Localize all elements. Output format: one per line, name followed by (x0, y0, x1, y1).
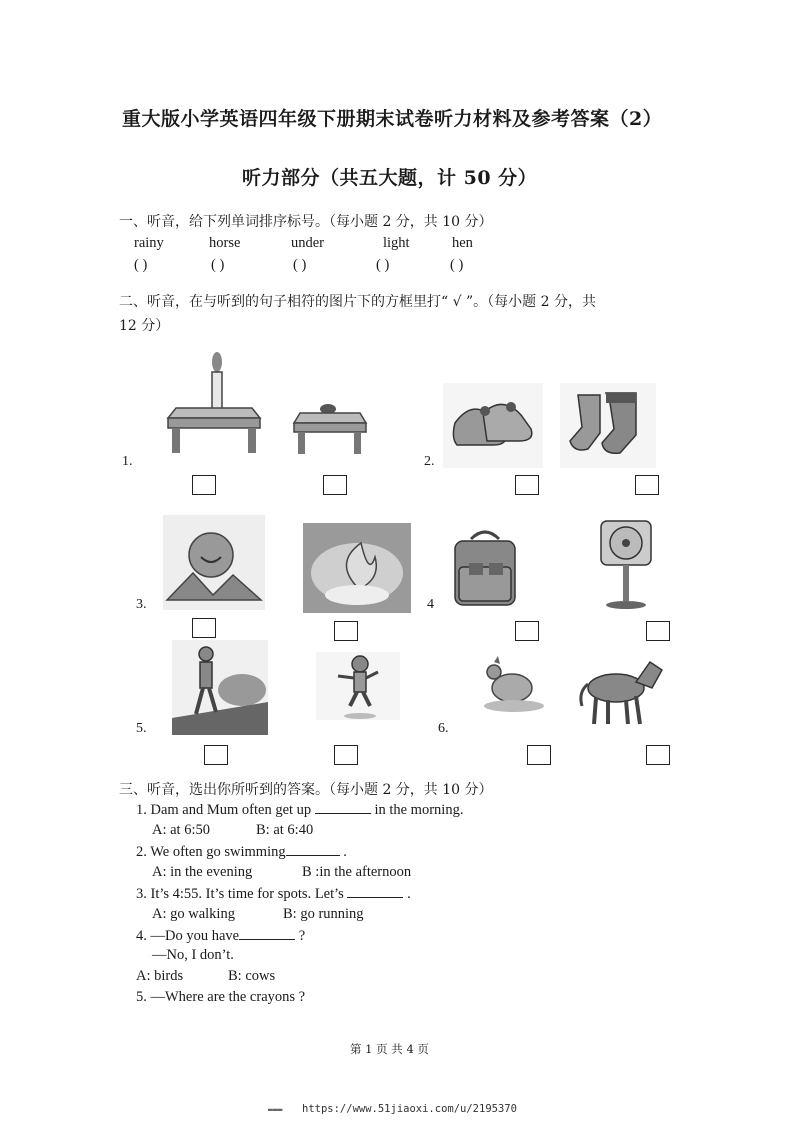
checkbox-4b[interactable] (646, 621, 670, 641)
checkbox-3a[interactable] (192, 618, 216, 638)
question-1 (136, 801, 463, 819)
question-4-option-a[interactable]: A: birds (136, 968, 184, 984)
question-3-tail: . (407, 886, 411, 902)
moon-in-clouds-image (303, 523, 411, 613)
item-number-3: 3. (136, 597, 147, 612)
question-4-tail: ? (298, 928, 306, 944)
word-hen: hen (452, 235, 473, 251)
question-1-blank[interactable] (315, 801, 371, 814)
section1-heading: 一、听音，给下列单词排序标号。（每小题 2 分，共 10 分） (119, 214, 493, 230)
item-number-2: 2. (424, 454, 435, 469)
question-1-text: 1. Dam and Mum often get up (136, 802, 312, 818)
candle-on-table-image (160, 350, 270, 465)
checkbox-1b[interactable] (323, 475, 347, 495)
hen-image (472, 652, 554, 714)
section3-heading: 三、听音，选出你所听到的答案。（每小题 2 分，共 10 分） (119, 782, 493, 798)
electric-fan-image (583, 517, 667, 611)
question-1-option-a[interactable]: A: at 6:50 (152, 822, 210, 838)
question-1-tail: in the morning. (374, 802, 464, 818)
question-3-option-b[interactable]: B: go running (283, 906, 364, 922)
section-subtitle: 听力部分（共五大题，计 50 分） (242, 167, 538, 189)
item-number-4: 4 (427, 597, 434, 612)
boy-jumping-image (316, 652, 400, 720)
candy-on-table-image (290, 395, 370, 465)
answer-paren-4[interactable]: ( ) (376, 257, 390, 273)
checkbox-4a[interactable] (515, 621, 539, 641)
word-under: under (291, 235, 325, 251)
question-2-tail: . (343, 844, 347, 860)
answer-paren-5[interactable]: ( ) (450, 257, 464, 273)
checkbox-6a[interactable] (527, 745, 551, 765)
section2-heading-line1: 二、听音，在与听到的句子相符的图片下的方框里打“ √ ”。（每小题 2 分，共 (119, 294, 596, 310)
man-walking-on-hill-image (172, 640, 268, 735)
question-3-blank[interactable] (347, 885, 403, 898)
question-2-text: 2. We often go swimming (136, 844, 286, 860)
question-2-option-a[interactable]: A: in the evening (152, 864, 253, 880)
item-number-5: 5. (136, 721, 147, 736)
question-2-option-b[interactable]: B :in the afternoon (302, 864, 412, 880)
question-5: 5. —Where are the crayons ? (136, 989, 306, 1005)
checkbox-6b[interactable] (646, 745, 670, 765)
watermark-url[interactable]: https://www.51jiaoxi.com/u/2195370 (302, 1103, 517, 1115)
checkbox-5b[interactable] (334, 745, 358, 765)
question-3 (136, 885, 411, 903)
question-3-option-a[interactable]: A: go walking (152, 906, 235, 922)
question-4-blank[interactable] (239, 927, 295, 940)
shoes-image (443, 383, 543, 468)
question-4-text: 4. —Do you have (136, 928, 240, 944)
socks-image (560, 383, 656, 468)
logo-icon: ▬▬▬ (268, 1105, 283, 1114)
checkbox-2a[interactable] (515, 475, 539, 495)
answer-paren-3[interactable]: ( ) (293, 257, 307, 273)
word-light: light (383, 235, 410, 251)
item-number-1: 1. (122, 454, 133, 469)
question-1-option-b[interactable]: B: at 6:40 (256, 822, 314, 838)
question-4-option-b[interactable]: B: cows (228, 968, 276, 984)
section2-heading-line2: 12 分） (119, 318, 170, 334)
question-3-text: 3. It’s 4:55. It’s time for spots. Let’s (136, 886, 344, 902)
checkbox-2b[interactable] (635, 475, 659, 495)
checkbox-1a[interactable] (192, 475, 216, 495)
question-2-blank[interactable] (286, 843, 340, 856)
sun-over-mountains-image (163, 515, 265, 610)
answer-paren-1[interactable]: ( ) (134, 257, 148, 273)
checkbox-5a[interactable] (204, 745, 228, 765)
question-2 (136, 843, 347, 861)
word-rainy: rainy (134, 235, 164, 251)
page-number: 第 1 页 共 4 页 (350, 1042, 429, 1056)
horse-image (574, 648, 668, 730)
question-4 (136, 927, 305, 945)
checkbox-3b[interactable] (334, 621, 358, 641)
word-horse: horse (209, 235, 241, 251)
question-4-reply: —No, I don’t. (152, 947, 234, 963)
schoolbag-image (443, 523, 528, 611)
item-number-6: 6. (438, 721, 449, 736)
document-title: 重大版小学英语四年级下册期末试卷听力材料及参考答案（2） (122, 108, 663, 130)
answer-paren-2[interactable]: ( ) (211, 257, 225, 273)
